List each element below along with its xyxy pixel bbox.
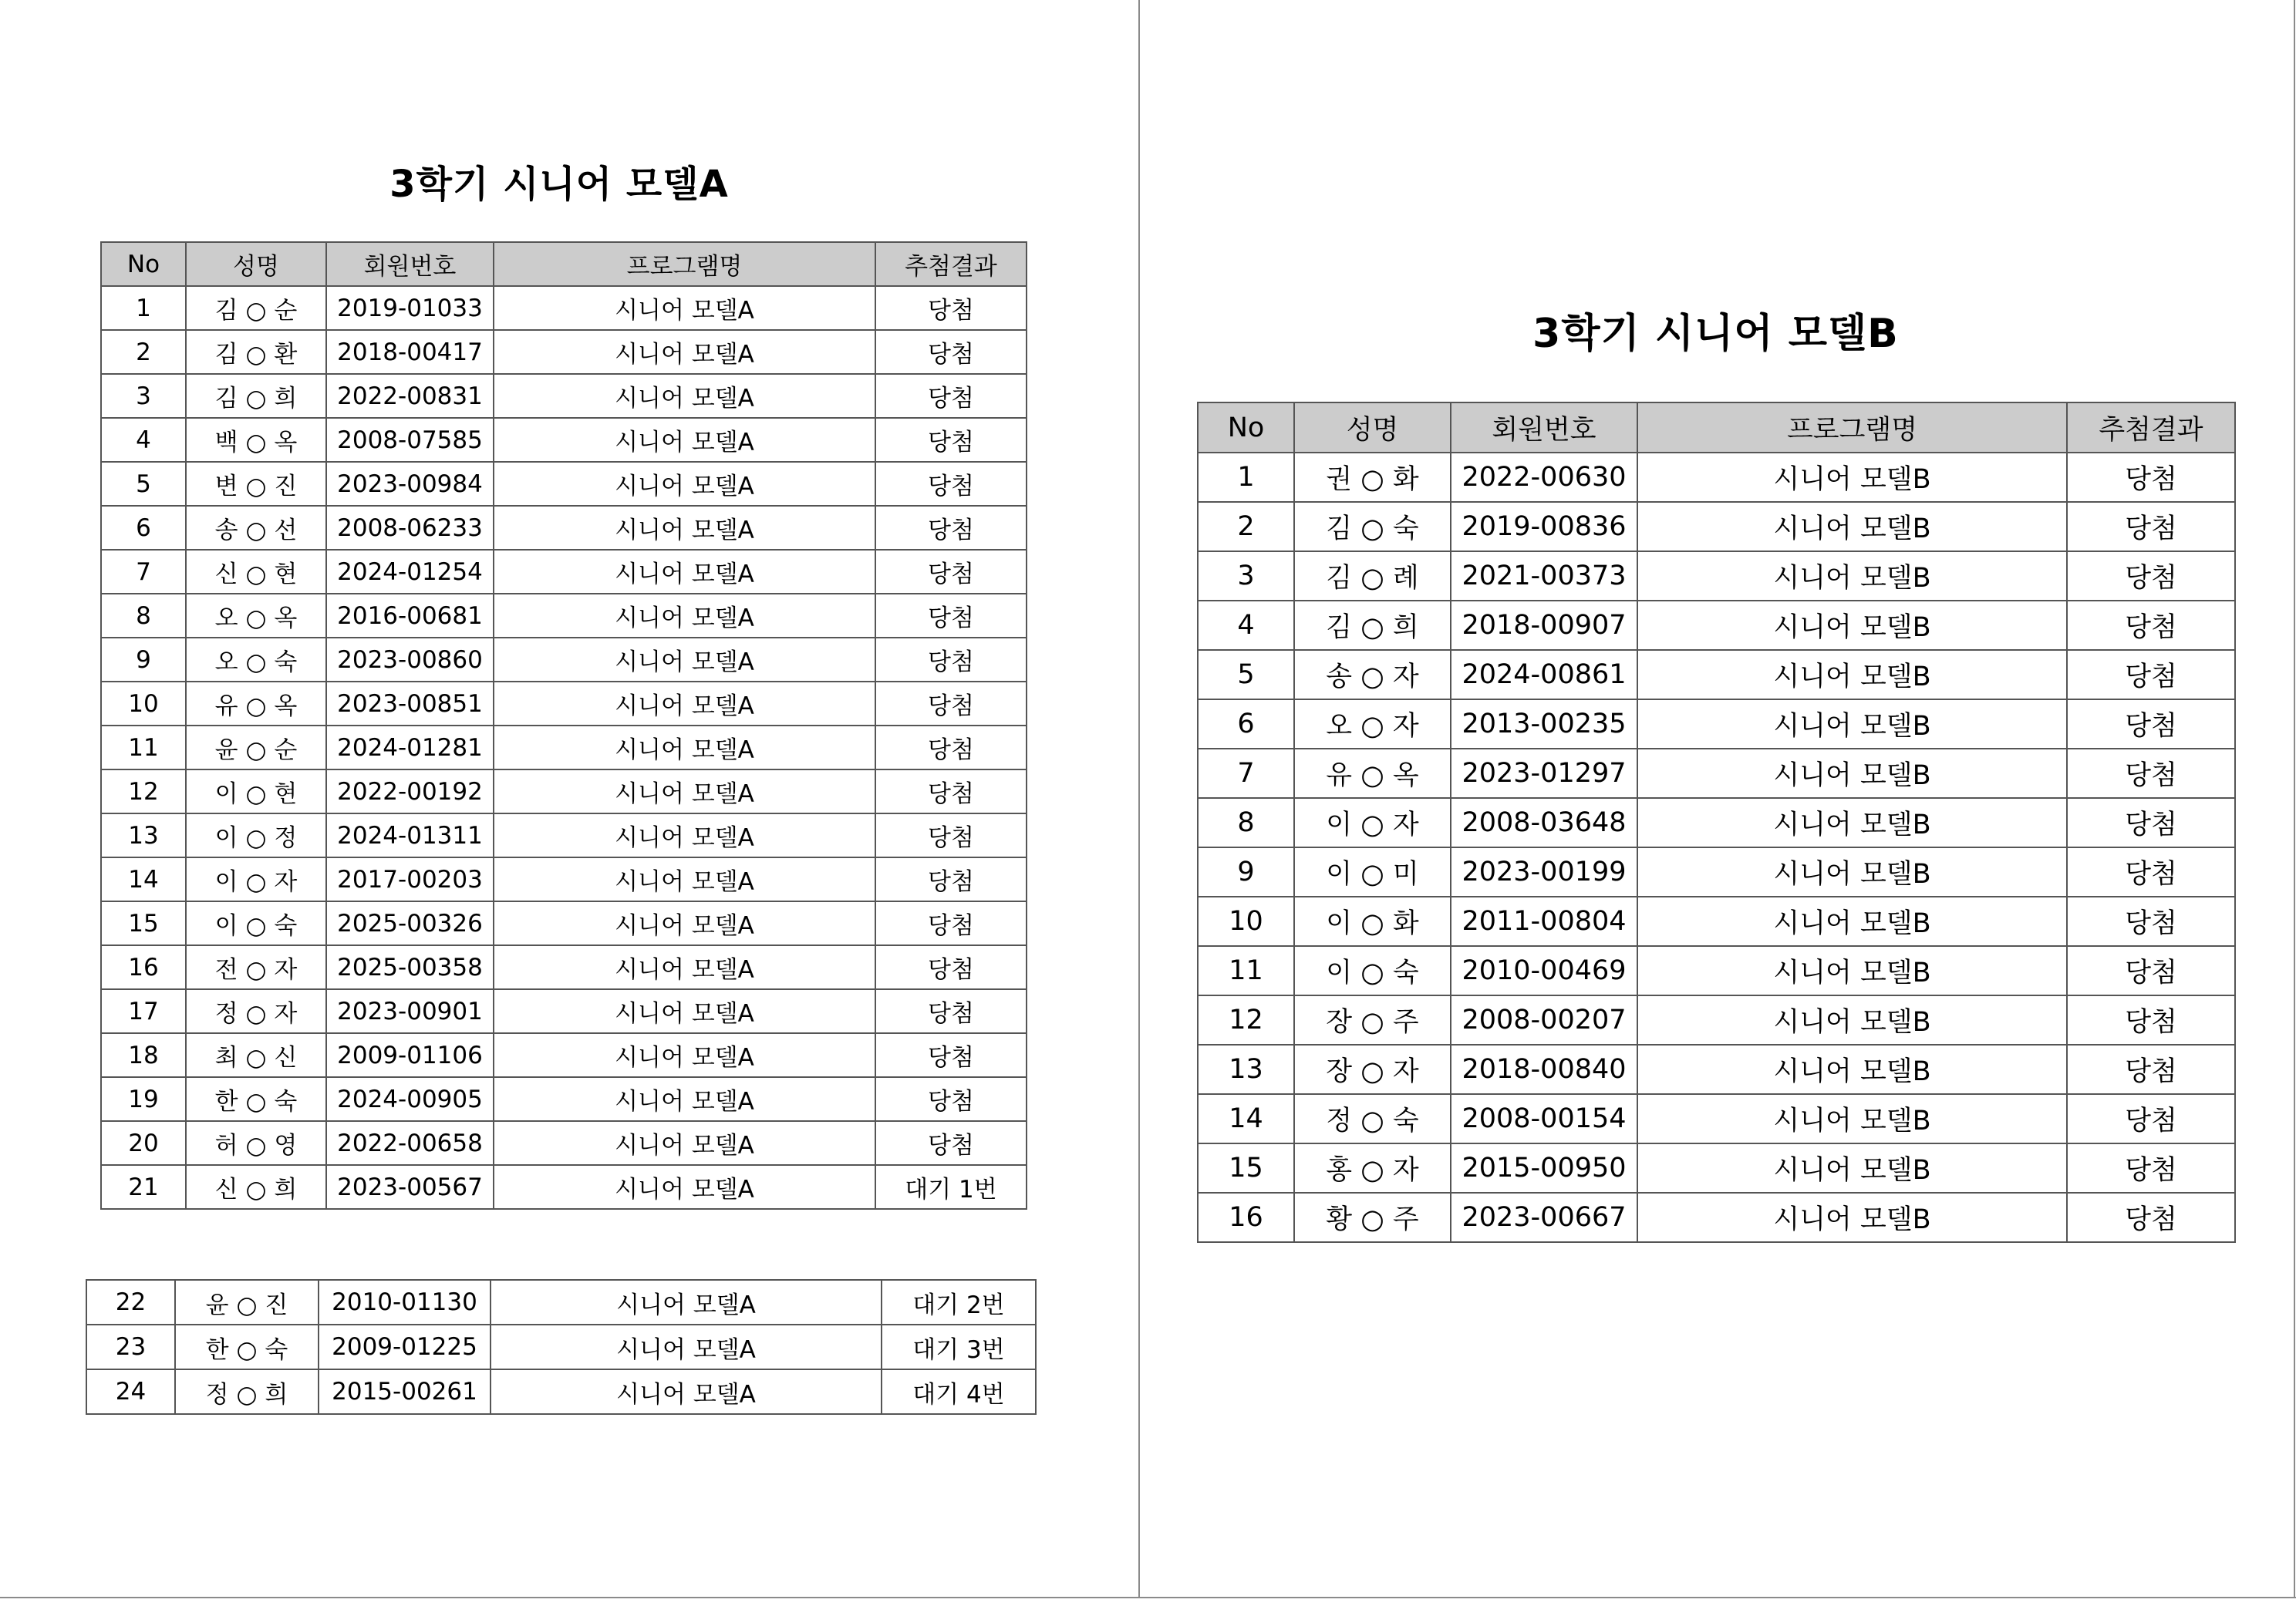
cell-no: 23 [86, 1325, 175, 1369]
cell-program-name: 시니어 모델A [494, 901, 875, 945]
table-a-title: 3학기 시니어 모델A [389, 163, 729, 206]
table-row [101, 462, 1027, 506]
cell-name: 백 ○ 옥 [186, 418, 326, 462]
table-row [101, 418, 1027, 462]
cell-program-name: 시니어 모델B [1637, 749, 2067, 798]
cell-result: 당첨 [875, 813, 1027, 857]
header-member-number: 회원번호 [1451, 402, 1637, 453]
cell-name: 홍 ○ 자 [1294, 1143, 1451, 1193]
cell-name: 오 ○ 자 [1294, 699, 1451, 749]
cell-result: 당첨 [2067, 551, 2235, 601]
cell-no: 10 [101, 682, 186, 726]
cell-program-name: 시니어 모델B [1637, 551, 2067, 601]
cell-program-name: 시니어 모델A [494, 682, 875, 726]
cell-member-number: 2023-00851 [326, 682, 494, 726]
cell-program-name: 시니어 모델B [1637, 995, 2067, 1045]
table-row [86, 1369, 1036, 1414]
cell-name: 정 ○ 자 [186, 989, 326, 1033]
table-a-continuation-body [86, 1280, 1036, 1414]
cell-name: 이 ○ 현 [186, 769, 326, 813]
cell-no: 22 [86, 1280, 175, 1325]
cell-member-number: 2023-00667 [1451, 1193, 1637, 1242]
cell-member-number: 2018-00840 [1451, 1045, 1637, 1094]
cell-program-name: 시니어 모델A [494, 462, 875, 506]
cell-no: 14 [101, 857, 186, 901]
cell-no: 8 [1198, 798, 1294, 847]
header-name: 성명 [1294, 402, 1451, 453]
cell-member-number: 2021-00373 [1451, 551, 1637, 601]
header-no: No [101, 242, 186, 286]
cell-name: 윤 ○ 순 [186, 726, 326, 769]
cell-name: 오 ○ 숙 [186, 638, 326, 682]
cell-name: 신 ○ 현 [186, 550, 326, 594]
cell-no: 6 [1198, 699, 1294, 749]
table-row [1198, 502, 2235, 551]
table-b-body [1198, 453, 2235, 1242]
cell-no: 9 [1198, 847, 1294, 897]
cell-name: 장 ○ 자 [1294, 1045, 1451, 1094]
table-row [1198, 946, 2235, 995]
cell-name: 김 ○ 희 [186, 374, 326, 418]
cell-name: 허 ○ 영 [186, 1121, 326, 1165]
table-row [101, 1077, 1027, 1121]
cell-name: 김 ○ 순 [186, 286, 326, 330]
table-a-continuation [86, 1279, 1037, 1415]
cell-program-name: 시니어 모델B [1637, 946, 2067, 995]
cell-result: 당첨 [875, 857, 1027, 901]
cell-member-number: 2025-00326 [326, 901, 494, 945]
cell-no: 11 [1198, 946, 1294, 995]
cell-member-number: 2024-01254 [326, 550, 494, 594]
cell-member-number: 2008-00207 [1451, 995, 1637, 1045]
header-name: 성명 [186, 242, 326, 286]
table-row [1198, 1045, 2235, 1094]
cell-member-number: 2011-00804 [1451, 897, 1637, 946]
cell-result: 당첨 [875, 1077, 1027, 1121]
table-row [1198, 995, 2235, 1045]
cell-name: 권 ○ 화 [1294, 453, 1451, 502]
cell-result: 당첨 [875, 550, 1027, 594]
cell-name: 이 ○ 자 [186, 857, 326, 901]
cell-member-number: 2024-00861 [1451, 650, 1637, 699]
cell-no: 21 [101, 1165, 186, 1209]
cell-no: 16 [101, 945, 186, 989]
cell-result: 당첨 [2067, 1094, 2235, 1143]
cell-member-number: 2023-00567 [326, 1165, 494, 1209]
cell-program-name: 시니어 모델B [1637, 1193, 2067, 1242]
cell-program-name: 시니어 모델A [494, 286, 875, 330]
cell-name: 정 ○ 숙 [1294, 1094, 1451, 1143]
cell-result: 대기 4번 [882, 1369, 1036, 1414]
cell-no: 4 [1198, 601, 1294, 650]
cell-no: 8 [101, 594, 186, 638]
header-program-name: 프로그램명 [494, 242, 875, 286]
cell-name: 황 ○ 주 [1294, 1193, 1451, 1242]
table-b [1197, 402, 2236, 1243]
header-result: 추첨결과 [2067, 402, 2235, 453]
table-row [101, 726, 1027, 769]
cell-name: 변 ○ 진 [186, 462, 326, 506]
cell-program-name: 시니어 모델A [494, 1121, 875, 1165]
table-row [1198, 798, 2235, 847]
table-row [1198, 1143, 2235, 1193]
cell-program-name: 시니어 모델A [494, 1033, 875, 1077]
table-row [101, 638, 1027, 682]
cell-no: 4 [101, 418, 186, 462]
cell-result: 당첨 [875, 989, 1027, 1033]
cell-member-number: 2023-00860 [326, 638, 494, 682]
header-no: No [1198, 402, 1294, 453]
cell-name: 이 ○ 화 [1294, 897, 1451, 946]
cell-no: 1 [101, 286, 186, 330]
cell-name: 정 ○ 희 [175, 1369, 319, 1414]
cell-result: 당첨 [875, 682, 1027, 726]
cell-program-name: 시니어 모델A [494, 550, 875, 594]
cell-result: 당첨 [875, 418, 1027, 462]
table-row [101, 550, 1027, 594]
table-row [101, 1165, 1027, 1209]
table-a-body [101, 286, 1027, 1209]
cell-program-name: 시니어 모델B [1637, 847, 2067, 897]
cell-no: 11 [101, 726, 186, 769]
table-row [101, 857, 1027, 901]
table-row [101, 945, 1027, 989]
cell-program-name: 시니어 모델B [1637, 453, 2067, 502]
cell-program-name: 시니어 모델A [494, 506, 875, 550]
cell-member-number: 2013-00235 [1451, 699, 1637, 749]
table-row [101, 330, 1027, 374]
cell-member-number: 2009-01225 [319, 1325, 491, 1369]
table-row [101, 506, 1027, 550]
page-bottom-edge [0, 1597, 2296, 1598]
cell-member-number: 2022-00192 [326, 769, 494, 813]
table-b-title: 3학기 시니어 모델B [1532, 311, 1899, 357]
cell-program-name: 시니어 모델B [1637, 798, 2067, 847]
table-a [100, 241, 1027, 1210]
cell-member-number: 2022-00630 [1451, 453, 1637, 502]
table-row [101, 286, 1027, 330]
cell-program-name: 시니어 모델A [494, 638, 875, 682]
cell-name: 김 ○ 희 [1294, 601, 1451, 650]
cell-member-number: 2022-00658 [326, 1121, 494, 1165]
cell-program-name: 시니어 모델B [1637, 1143, 2067, 1193]
cell-result: 당첨 [875, 726, 1027, 769]
cell-member-number: 2015-00950 [1451, 1143, 1637, 1193]
cell-no: 12 [101, 769, 186, 813]
cell-result: 당첨 [875, 945, 1027, 989]
cell-no: 15 [101, 901, 186, 945]
table-row [1198, 847, 2235, 897]
cell-result: 당첨 [2067, 699, 2235, 749]
cell-no: 3 [1198, 551, 1294, 601]
cell-result: 당첨 [2067, 749, 2235, 798]
cell-program-name: 시니어 모델A [494, 418, 875, 462]
table-row [1198, 897, 2235, 946]
table-row [1198, 650, 2235, 699]
cell-program-name: 시니어 모델B [1637, 1094, 2067, 1143]
cell-program-name: 시니어 모델A [491, 1325, 882, 1369]
cell-no: 10 [1198, 897, 1294, 946]
cell-result: 대기 1번 [875, 1165, 1027, 1209]
cell-result: 당첨 [2067, 650, 2235, 699]
table-a-header-row [101, 242, 1027, 286]
cell-no: 14 [1198, 1094, 1294, 1143]
cell-program-name: 시니어 모델A [494, 769, 875, 813]
cell-program-name: 시니어 모델A [494, 1077, 875, 1121]
cell-name: 유 ○ 옥 [186, 682, 326, 726]
cell-member-number: 2022-00831 [326, 374, 494, 418]
cell-result: 당첨 [2067, 601, 2235, 650]
cell-member-number: 2024-01281 [326, 726, 494, 769]
cell-name: 김 ○ 환 [186, 330, 326, 374]
cell-result: 당첨 [2067, 946, 2235, 995]
cell-result: 당첨 [2067, 502, 2235, 551]
cell-result: 대기 3번 [882, 1325, 1036, 1369]
cell-no: 12 [1198, 995, 1294, 1045]
cell-member-number: 2010-01130 [319, 1280, 491, 1325]
table-row [101, 769, 1027, 813]
cell-result: 당첨 [875, 1121, 1027, 1165]
cell-no: 24 [86, 1369, 175, 1414]
cell-program-name: 시니어 모델A [494, 857, 875, 901]
cell-no: 13 [1198, 1045, 1294, 1094]
cell-no: 6 [101, 506, 186, 550]
cell-program-name: 시니어 모델A [491, 1280, 882, 1325]
cell-no: 13 [101, 813, 186, 857]
cell-member-number: 2024-01311 [326, 813, 494, 857]
cell-program-name: 시니어 모델A [494, 726, 875, 769]
cell-result: 당첨 [2067, 1045, 2235, 1094]
cell-member-number: 2018-00417 [326, 330, 494, 374]
cell-program-name: 시니어 모델A [491, 1369, 882, 1414]
table-row [101, 813, 1027, 857]
cell-no: 20 [101, 1121, 186, 1165]
cell-member-number: 2008-07585 [326, 418, 494, 462]
cell-result: 당첨 [2067, 847, 2235, 897]
cell-no: 7 [1198, 749, 1294, 798]
cell-no: 5 [1198, 650, 1294, 699]
cell-member-number: 2023-00901 [326, 989, 494, 1033]
cell-result: 당첨 [2067, 897, 2235, 946]
table-row [1198, 699, 2235, 749]
cell-member-number: 2019-01033 [326, 286, 494, 330]
cell-member-number: 2008-00154 [1451, 1094, 1637, 1143]
page-right-edge [2294, 0, 2295, 1598]
table-row [101, 594, 1027, 638]
cell-result: 당첨 [2067, 1193, 2235, 1242]
cell-name: 이 ○ 자 [1294, 798, 1451, 847]
cell-program-name: 시니어 모델A [494, 945, 875, 989]
table-row [101, 682, 1027, 726]
cell-program-name: 시니어 모델A [494, 374, 875, 418]
cell-no: 2 [101, 330, 186, 374]
header-program-name: 프로그램명 [1637, 402, 2067, 453]
cell-result: 당첨 [875, 638, 1027, 682]
cell-no: 5 [101, 462, 186, 506]
page-divider [1138, 0, 1140, 1598]
cell-result: 당첨 [2067, 995, 2235, 1045]
cell-name: 전 ○ 자 [186, 945, 326, 989]
cell-result: 당첨 [2067, 1143, 2235, 1193]
table-row [1198, 551, 2235, 601]
cell-result: 당첨 [875, 286, 1027, 330]
table-row [1198, 453, 2235, 502]
cell-result: 당첨 [875, 462, 1027, 506]
cell-no: 3 [101, 374, 186, 418]
cell-program-name: 시니어 모델A [494, 813, 875, 857]
cell-no: 1 [1198, 453, 1294, 502]
cell-program-name: 시니어 모델B [1637, 699, 2067, 749]
cell-member-number: 2017-00203 [326, 857, 494, 901]
cell-result: 당첨 [875, 769, 1027, 813]
cell-name: 이 ○ 숙 [1294, 946, 1451, 995]
header-member-number: 회원번호 [326, 242, 494, 286]
cell-no: 7 [101, 550, 186, 594]
cell-result: 대기 2번 [882, 1280, 1036, 1325]
cell-program-name: 시니어 모델B [1637, 502, 2067, 551]
cell-name: 최 ○ 신 [186, 1033, 326, 1077]
cell-result: 당첨 [875, 374, 1027, 418]
cell-program-name: 시니어 모델B [1637, 1045, 2067, 1094]
cell-name: 윤 ○ 진 [175, 1280, 319, 1325]
cell-member-number: 2016-00681 [326, 594, 494, 638]
table-row [1198, 749, 2235, 798]
cell-no: 16 [1198, 1193, 1294, 1242]
cell-result: 당첨 [875, 330, 1027, 374]
cell-result: 당첨 [875, 594, 1027, 638]
cell-name: 유 ○ 옥 [1294, 749, 1451, 798]
cell-name: 한 ○ 숙 [186, 1077, 326, 1121]
cell-no: 18 [101, 1033, 186, 1077]
cell-result: 당첨 [2067, 453, 2235, 502]
table-row [1198, 601, 2235, 650]
cell-member-number: 2010-00469 [1451, 946, 1637, 995]
cell-name: 한 ○ 숙 [175, 1325, 319, 1369]
cell-member-number: 2008-03648 [1451, 798, 1637, 847]
cell-program-name: 시니어 모델B [1637, 601, 2067, 650]
cell-program-name: 시니어 모델A [494, 1165, 875, 1209]
cell-program-name: 시니어 모델A [494, 330, 875, 374]
cell-member-number: 2019-00836 [1451, 502, 1637, 551]
table-b-header-row [1198, 402, 2235, 453]
cell-member-number: 2008-06233 [326, 506, 494, 550]
cell-member-number: 2009-01106 [326, 1033, 494, 1077]
cell-member-number: 2023-00984 [326, 462, 494, 506]
table-row [101, 989, 1027, 1033]
cell-member-number: 2024-00905 [326, 1077, 494, 1121]
table-row [101, 901, 1027, 945]
cell-name: 송 ○ 자 [1294, 650, 1451, 699]
cell-no: 17 [101, 989, 186, 1033]
cell-member-number: 2025-00358 [326, 945, 494, 989]
cell-name: 송 ○ 선 [186, 506, 326, 550]
cell-no: 2 [1198, 502, 1294, 551]
cell-name: 이 ○ 숙 [186, 901, 326, 945]
cell-result: 당첨 [875, 506, 1027, 550]
cell-program-name: 시니어 모델A [494, 594, 875, 638]
cell-name: 오 ○ 옥 [186, 594, 326, 638]
table-row [101, 374, 1027, 418]
cell-program-name: 시니어 모델A [494, 989, 875, 1033]
cell-no: 19 [101, 1077, 186, 1121]
cell-program-name: 시니어 모델B [1637, 650, 2067, 699]
cell-no: 9 [101, 638, 186, 682]
cell-member-number: 2018-00907 [1451, 601, 1637, 650]
cell-member-number: 2023-01297 [1451, 749, 1637, 798]
cell-name: 이 ○ 정 [186, 813, 326, 857]
cell-result: 당첨 [875, 1033, 1027, 1077]
table-row [101, 1033, 1027, 1077]
cell-no: 15 [1198, 1143, 1294, 1193]
table-row [101, 1121, 1027, 1165]
cell-name: 이 ○ 미 [1294, 847, 1451, 897]
cell-name: 장 ○ 주 [1294, 995, 1451, 1045]
cell-result: 당첨 [875, 901, 1027, 945]
table-row [86, 1280, 1036, 1325]
cell-member-number: 2023-00199 [1451, 847, 1637, 897]
cell-name: 김 ○ 숙 [1294, 502, 1451, 551]
table-row [1198, 1193, 2235, 1242]
cell-name: 김 ○ 례 [1294, 551, 1451, 601]
cell-name: 신 ○ 희 [186, 1165, 326, 1209]
cell-result: 당첨 [2067, 798, 2235, 847]
cell-program-name: 시니어 모델B [1637, 897, 2067, 946]
cell-member-number: 2015-00261 [319, 1369, 491, 1414]
header-result: 추첨결과 [875, 242, 1027, 286]
table-row [1198, 1094, 2235, 1143]
table-row [86, 1325, 1036, 1369]
